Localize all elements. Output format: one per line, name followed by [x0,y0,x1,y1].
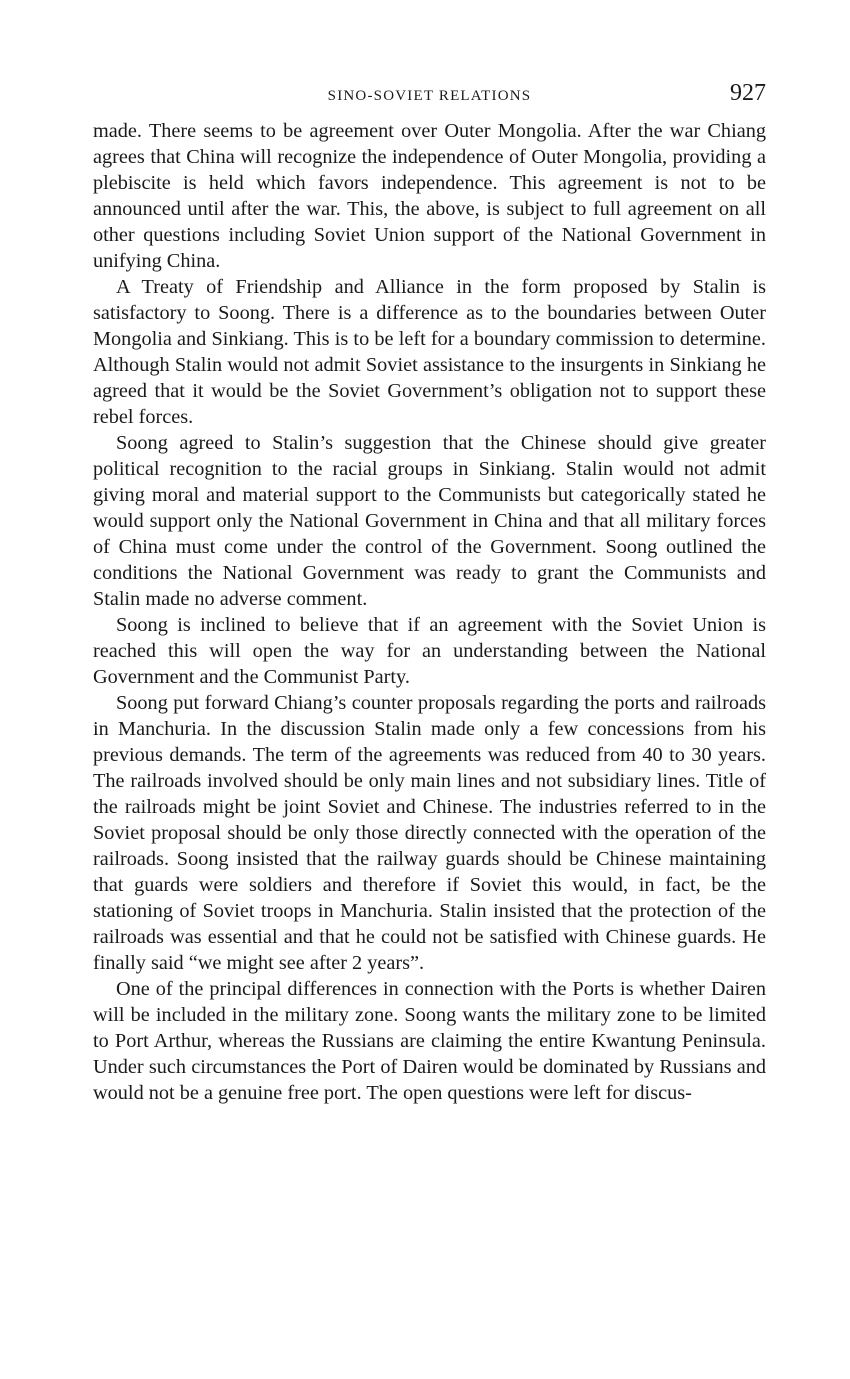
paragraph-4: Soong is inclined to believe that if an agreement with the Soviet Union is reached this will open the way for an understanding between the National Government and the Communist Party. [93,614,766,688]
running-head [93,78,766,118]
running-title: SINO-SOVIET RELATIONS [327,88,532,104]
paragraph-3: Soong agreed to Stalin’s suggestion that the Chinese should give greater political recognition to the racial groups in Sinkiang. Stalin would not admit giving moral and material support to the Communists but categorically stated he would support only the National Government in China and that all military forces of China must come under the control of the Government. Soong outlined the conditions the National Government was ready to grant the Communists and Stalin made no adverse comment. [93,432,766,610]
paragraph-5: Soong put forward Chiang’s counter proposals regarding the ports and railroads in Manchuria. In the discussion Stalin made only a few concessions from his previous demands. The term of the agreements was reduced from 40 to 30 years. The railroads involved should be only main lines and not subsidiary lines. Title of the railroads might be joint Soviet and Chinese. The industries referred to in the Soviet proposal should be only those directly connected with the operation of the railroads. Soong insisted that the railway guards should be Chinese maintaining that guards were soldiers and therefore if Soviet this would, in fact, be the stationing of Soviet troops in Manchuria. Stalin insisted that the protection of the railroads was essential and that he could not be satisfied with Chinese guards. He finally said “we might see after 2 years”. [93,692,766,974]
page-number: 927 [730,80,766,106]
paragraph-2: A Treaty of Friendship and Alliance in the form proposed by Stalin is satisfactory to Soong. There is a difference as to the boundaries between Outer Mongolia and Sinkiang. This is to be left for a boundary commission to determine. Although Stalin would not admit Soviet assistance to the insurgents in Sinkiang he agreed that it would be the Soviet Government’s obligation not to support these rebel forces. [93,276,766,428]
paragraph-1: made. There seems to be agreement over Outer Mongolia. After the war Chiang agrees that China will recognize the independence of Outer Mongolia, providing a plebiscite is held which favors independence. This agreement is not to be announced until after the war. This, the above, is subject to full agreement on all other questions including Soviet Union support of the National Government in unifying China. [93,120,766,272]
body-text [93,118,766,1106]
document-page [93,78,766,1106]
paragraph-6: One of the principal differences in connection with the Ports is whether Dairen will be included in the military zone. Soong wants the military zone to be limited to Port Arthur, whereas the Russians are claiming the entire Kwantung Peninsula. Under such circumstances the Port of Dairen would be dominated by Russians and would not be a genuine free port. The open questions were left for discus- [93,978,766,1104]
